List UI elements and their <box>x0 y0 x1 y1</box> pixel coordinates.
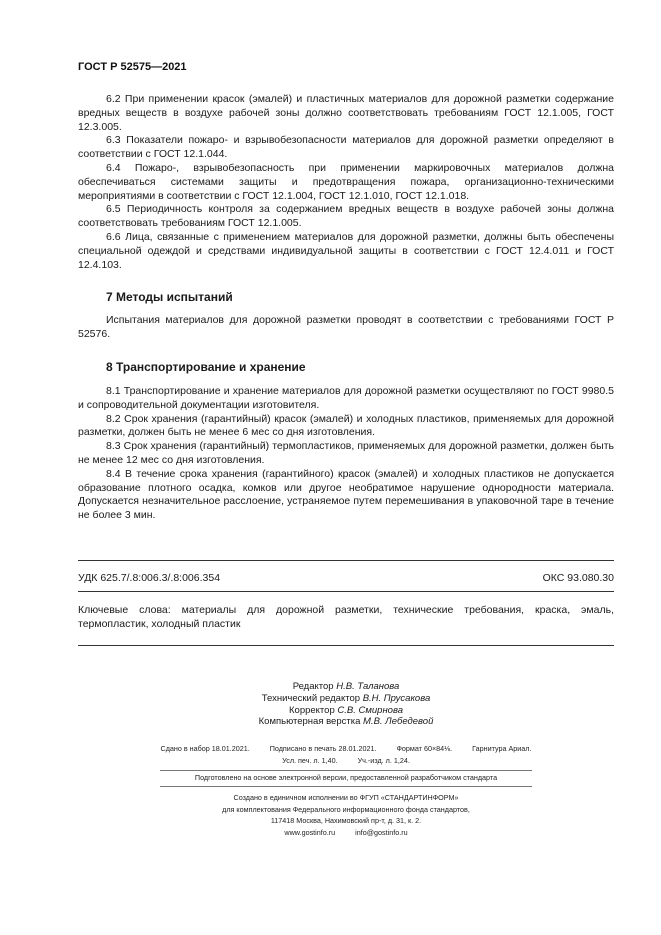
page-header-standard-code: ГОСТ Р 52575—2021 <box>78 61 187 73</box>
contacts-line <box>78 827 614 839</box>
section-8-heading: 8 Транспортирование и хранение <box>106 359 306 374</box>
publisher-address: 117418 Москва, Нахимовский пр-т, д. 31, к. 2. <box>270 816 422 825</box>
paragraph-7-1: Испытания материалов для дорожной разметки проводят в соответствии с требованиями ГОСТ Р 52576. <box>78 314 614 341</box>
paper-format: Формат 60×84⅛. <box>396 744 453 753</box>
typeface: Гарнитура Ариал. <box>472 744 532 753</box>
paragraph-8-3: 8.3 Срок хранения (гарантийный) термопластиков, применяемых для дорожной разметки, должен быть не менее 12 мес со дня изготовления. <box>78 440 614 466</box>
oks-code: ОКС 93.080.30 <box>542 572 614 584</box>
email-link[interactable]: info@gostinfo.ru <box>355 827 408 837</box>
created-line-2: для комплектования Федерального информационного фонда стандартов, <box>222 804 470 814</box>
layout-line <box>78 716 614 728</box>
section-7-heading: 7 Методы испытаний <box>106 290 233 305</box>
keywords-divider <box>78 645 614 646</box>
paragraph-8-2: 8.2 Срок хранения (гарантийный) красок (эмалей) и холодных пластиков, применяемых для дорожной разметки, должен быть не менее 6 мес со дня изготовления. <box>78 412 614 439</box>
layout-role: Компьютерная верстка <box>258 716 361 728</box>
udk-code: УДК 625.7/.8:006.3/.8:006.354 <box>78 572 221 584</box>
editor-role: Редактор <box>292 681 334 692</box>
tech-editor-line <box>78 693 614 705</box>
print-details-line2 <box>78 755 614 767</box>
classification-row <box>78 572 614 584</box>
publisher-block <box>78 792 614 838</box>
website-link[interactable]: www.gostinfo.ru <box>284 827 336 837</box>
proofreader-name: С.В. Смирнова <box>337 704 403 716</box>
paragraph-6-2: 6.2 При применении красок (эмалей) и пластичных материалов для дорожной разметки содержание вредных веществ в воздухе рабочей зоны должно соответствовать требованиям ГОСТ 12.1.005, ГОСТ 12.3.005. <box>78 93 614 133</box>
paragraph-8-1: 8.1 Транспортирование и хранение материалов для дорожной разметки осуществляют по ГОСТ 9980.5 и сопроводительной документации изготовителя. <box>78 384 614 411</box>
paragraph-6-3: 6.3 Показатели пожаро- и взрывобезопасности материалов для дорожной разметки определяют в соответствии с ГОСТ 12.1.044. <box>78 134 614 161</box>
proofreader-line <box>78 705 614 717</box>
classification-divider <box>78 591 614 592</box>
layout-name: М.В. Лебедевой <box>363 716 434 728</box>
imprint-divider-2 <box>160 786 532 787</box>
keywords: Ключевые слова: материалы для дорожной разметки, технические требования, краска, эмаль, термопластик, холодный пластик <box>78 604 614 630</box>
section-6-body <box>78 93 614 272</box>
paragraph-6-6: 6.6 Лица, связанные с применением материалов для дорожной разметки, должны быть обеспечены специальной одеждой и средствами индивидуальной защиты в соответствии с ГОСТ 12.4.011 и ГОСТ 12.4.103. <box>78 230 614 271</box>
sent-to-set-date: Сдано в набор 18.01.2021. <box>160 744 250 753</box>
printed-sheets: Усл. печ. л. 1,40. <box>282 755 338 765</box>
editor-line <box>78 681 614 693</box>
signed-to-print-date: Подписано в печать 28.01.2021. <box>269 744 377 753</box>
paragraph-6-4: 6.4 Пожаро-, взрывобезопасность при применении маркировочных материалов должна обеспечиваться системами защиты и предотвращения пожара, организационно-техническими мероприятиями в соответствии с ГОСТ 12.1.004, ГОСТ 12.1.010, ГОСТ 12.1.018. <box>78 161 614 202</box>
editorial-credits <box>78 681 614 728</box>
editor-name: Н.В. Таланова <box>336 681 400 692</box>
prepared-note: Подготовлено на основе электронной версии, предоставленной разработчиком стандарта <box>194 773 498 782</box>
main-content <box>78 93 614 523</box>
created-line-1: Создано в единичном исполнении во ФГУП «СТАНДАРТИНФОРМ» <box>233 793 459 802</box>
imprint-divider <box>160 770 532 771</box>
paragraph-6-5: 6.5 Периодичность контроля за содержанием вредных веществ в воздухе рабочей зоны должна соответствовать требованиям ГОСТ 12.1.005. <box>78 203 614 230</box>
proofreader-role: Корректор <box>289 704 335 716</box>
tech-editor-name: В.Н. Прусакова <box>362 692 431 704</box>
paragraph-8-4: 8.4 В течение срока хранения (гарантийного) красок (эмалей) и холодных пластиков не допускается образование плотного осадка, комков или другое необратимое нарушение однородности материала. Допускается незначительное расслоение, устраняемое путем перемешивания в упаковочной таре в течение не более 3 мин. <box>78 467 614 522</box>
top-divider <box>78 560 614 561</box>
publisher-sheets: Уч.-изд. л. 1,24. <box>357 755 410 765</box>
tech-editor-role: Технический редактор <box>261 692 361 704</box>
print-details-line1 <box>78 743 614 755</box>
print-details <box>78 743 614 766</box>
